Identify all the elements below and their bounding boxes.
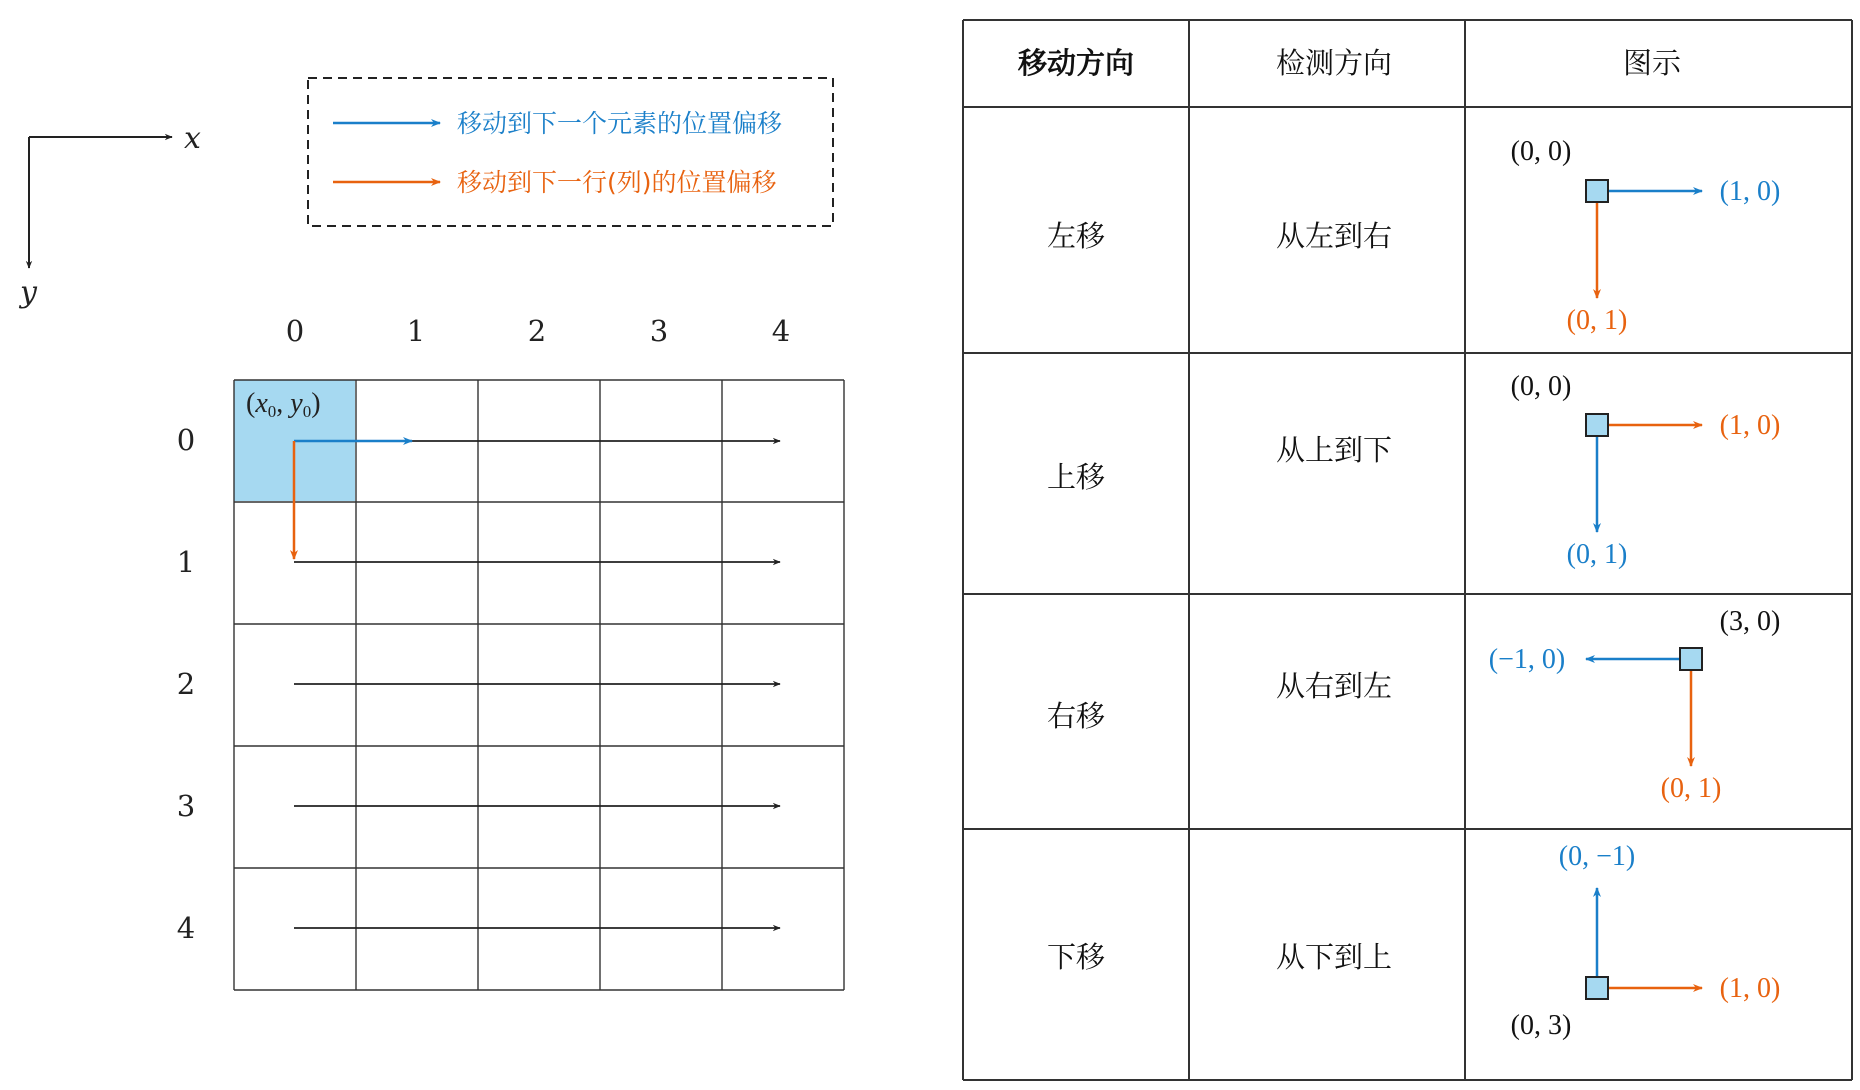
row-move-direction: 下移 <box>1046 940 1106 974</box>
table-grid-lines <box>963 20 1852 1080</box>
x-axis-label: x <box>184 121 201 156</box>
row-move-direction: 右移 <box>1046 699 1106 733</box>
origin-label: (0, 3) <box>1510 1010 1572 1041</box>
line-offset-label: (1, 0) <box>1719 410 1781 441</box>
line-offset-label: (1, 0) <box>1719 973 1781 1004</box>
element-offset-label: (0, 1) <box>1566 539 1628 570</box>
element-offset-label: (−1, 0) <box>1488 644 1566 675</box>
row-label: 0 <box>176 423 196 457</box>
origin-label: (0, 0) <box>1510 371 1572 402</box>
illustration-left-move <box>1511 136 1781 336</box>
line-offset-label: (0, 1) <box>1660 773 1722 804</box>
column-label: 4 <box>771 314 791 348</box>
row-move-direction: 上移 <box>1046 460 1106 494</box>
illustration-up-move <box>1511 371 1781 570</box>
y-axis-label: y <box>20 275 37 310</box>
header-illustration: 图示 <box>1622 46 1682 80</box>
origin-cell <box>1586 414 1608 436</box>
row-detect-direction: 从左到右 <box>1275 219 1393 253</box>
row-label: 3 <box>176 789 196 823</box>
origin-cell <box>1586 180 1608 202</box>
header-move-direction: 移动方向 <box>1017 46 1135 80</box>
row-detect-direction: 从右到左 <box>1275 669 1393 703</box>
origin-cell <box>1586 977 1608 999</box>
illustration-down-move <box>1511 841 1781 1041</box>
row-detect-direction: 从上到下 <box>1275 433 1393 467</box>
legend <box>308 78 833 226</box>
origin-label: (0, 0) <box>1510 136 1572 167</box>
legend-item-move-next-row-col: 移动到下一行(列)的位置偏移 <box>457 168 777 197</box>
column-label: 0 <box>285 314 305 348</box>
column-label: 2 <box>527 314 547 348</box>
element-offset-label: (0, −1) <box>1558 841 1636 872</box>
direction-table <box>963 20 1852 1080</box>
legend-frame <box>308 78 833 226</box>
line-offset-label: (0, 1) <box>1566 305 1628 336</box>
origin-cell <box>1680 648 1702 670</box>
start-cell-label: (x0, y0) <box>246 388 321 421</box>
row-move-direction: 左移 <box>1046 219 1106 253</box>
origin-label: (3, 0) <box>1719 606 1781 637</box>
axes-indicator <box>18 121 201 310</box>
element-offset-label: (1, 0) <box>1719 176 1781 207</box>
legend-item-move-next-element: 移动到下一个元素的位置偏移 <box>457 109 783 138</box>
row-detect-direction: 从下到上 <box>1275 940 1393 974</box>
header-detect-direction: 检测方向 <box>1275 46 1393 80</box>
grid-diagram <box>177 314 844 990</box>
row-label: 1 <box>176 545 196 579</box>
column-label: 3 <box>649 314 669 348</box>
row-label: 4 <box>176 911 196 945</box>
column-label: 1 <box>406 314 426 348</box>
illustration-right-move <box>1489 606 1781 804</box>
row-label: 2 <box>176 667 196 701</box>
